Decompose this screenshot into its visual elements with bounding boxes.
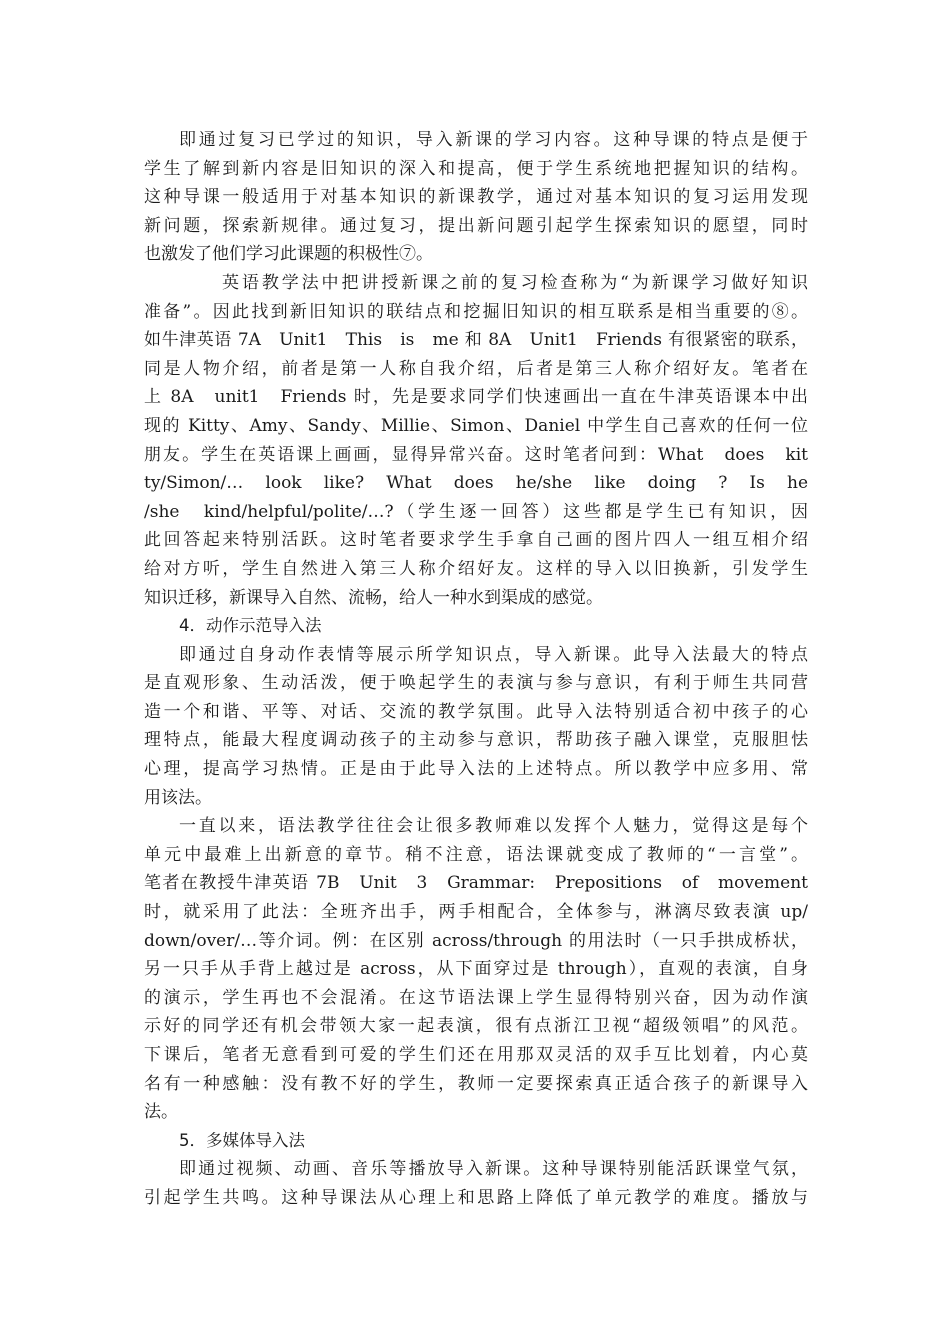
section-heading <box>144 612 808 641</box>
text-line: 学生了解到新内容是旧知识的深入和提高，便于学生系统地把握知识的结构。 <box>144 158 808 179</box>
text-line: 理特点，能最大程度调动孩子的主动参与意识，帮助孩子融入课堂，克服胆怯 <box>144 730 808 751</box>
text-line: 上 8A unit1 Friends 时，先是要求同学们快速画出一直在牛津英语课本中出 <box>144 387 808 408</box>
text-line: 即通过视频、动画、音乐等播放导入新课。这种导课特别能活跃课堂气氛， <box>179 1159 808 1180</box>
text-line: 此回答起来特别活跃。这时笔者要求学生手拿自己画的图片四人一组互相介绍 <box>144 530 808 551</box>
text-line: /she kind/helpful/polite/…?（学生逐一回答）这些都是学生已有知识，因 <box>144 501 808 522</box>
text-line: 现的 Kitty、Amy、Sandy、Millie、Simon、Daniel 中学生自己喜欢的任何一位 <box>144 415 808 436</box>
text-line: down/over/…等介词。例：在区别 across/through 的用法时（一只手拱成桥状， <box>144 930 808 951</box>
paragraph <box>144 641 808 813</box>
text-line: ty/Simon/… look like? What does he/she like doing ? Is he <box>144 473 808 494</box>
text-line: 即通过复习已学过的知识，导入新课的学习内容。这种导课的特点是便于 <box>179 130 808 150</box>
text-line: 新问题，探索新规律。通过复习，提出新问题引起学生探索知识的愿望，同时 <box>144 215 808 236</box>
text-line: 朋友。学生在英语课上画画，显得异常兴奋。这时笔者问到：What does kit <box>144 444 808 465</box>
paragraph <box>144 269 808 612</box>
document-page <box>144 126 808 1213</box>
text-line: 下课后，笔者无意看到可爱的学生们还在用那双灵活的双手互比划着，内心莫 <box>144 1045 808 1065</box>
text-line: 引起学生共鸣。这种导课法从心理上和思路上降低了单元教学的难度。播放与 <box>144 1187 808 1208</box>
text-line: 名有一种感触：没有教不好的学生，教师一定要探索真正适合孩子的新课导入 <box>144 1073 808 1094</box>
text-line: 知识迁移，新课导入自然、流畅，给人一种水到渠成的感觉。 <box>144 587 603 608</box>
text-line: 准备”。因此找到新旧知识的联结点和挖掘旧知识的相互联系是相当重要的⑧。 <box>144 301 808 322</box>
text-line: 的演示，学生再也不会混淆。在这节语法课上学生显得特别兴奋，因为动作演 <box>144 987 808 1008</box>
section-heading <box>144 1127 808 1156</box>
paragraph <box>144 1155 808 1212</box>
text-line: 造一个和谐、平等、对话、交流的教学氛围。此导入法特别适合初中孩子的心 <box>144 701 808 722</box>
text-line: 单元中最难上出新意的章节。稍不注意，语法课就变成了教师的“一言堂”。 <box>144 844 808 865</box>
text-line: 这种导课一般适用于对基本知识的新课教学，通过对基本知识的复习运用发现 <box>144 187 808 208</box>
text-line: 一直以来，语法教学往往会让很多教师难以发挥个人魅力，觉得这是每个 <box>179 816 808 837</box>
text-line: 用该法。 <box>144 787 212 808</box>
paragraph <box>144 126 808 269</box>
text-line: 笔者在教授牛津英语 7B Unit 3 Grammar: Prepositions of movement <box>144 873 808 894</box>
text-line: 5．多媒体导入法 <box>179 1130 305 1150</box>
text-line: 如牛津英语 7A Unit1 This is me 和 8A Unit1 Friends 有很紧密的联系， <box>144 330 808 351</box>
text-line: 法。 <box>144 1102 178 1123</box>
text-line: 也激发了他们学习此课题的积极性⑦。 <box>144 244 433 265</box>
text-line: 即通过自身动作表情等展示所学知识点，导入新课。此导入法最大的特点 <box>179 644 808 665</box>
paragraph <box>144 812 808 1127</box>
text-line: 示好的同学还有机会带领大家一起表演，很有点浙江卫视“超级领唱”的风范。 <box>144 1016 808 1037</box>
text-line: 是直观形象、生动活泼，便于唤起学生的表演与参与意识，有利于师生共同营 <box>144 673 808 694</box>
text-line: 时，就采用了此法：全班齐出手，两手相配合，全体参与，淋漓尽致表演 up/ <box>144 902 808 923</box>
text-line: 心理，提高学习热情。正是由于此导入法的上述特点。所以教学中应多用、常 <box>144 759 808 780</box>
text-line: 英语教学法中把讲授新课之前的复习检查称为“为新课学习做好知识 <box>222 272 808 293</box>
text-line: 4．动作示范导入法 <box>179 616 322 636</box>
text-line: 给对方听，学生自然进入第三人称介绍好友。这样的导入以旧换新，引发学生 <box>144 558 808 579</box>
text-line: 同是人物介绍，前者是第一人称自我介绍，后者是第三人称介绍好友。笔者在 <box>144 358 808 379</box>
text-line: 另一只手从手背上越过是 across，从下面穿过是 through），直观的表演，自身 <box>144 959 808 980</box>
